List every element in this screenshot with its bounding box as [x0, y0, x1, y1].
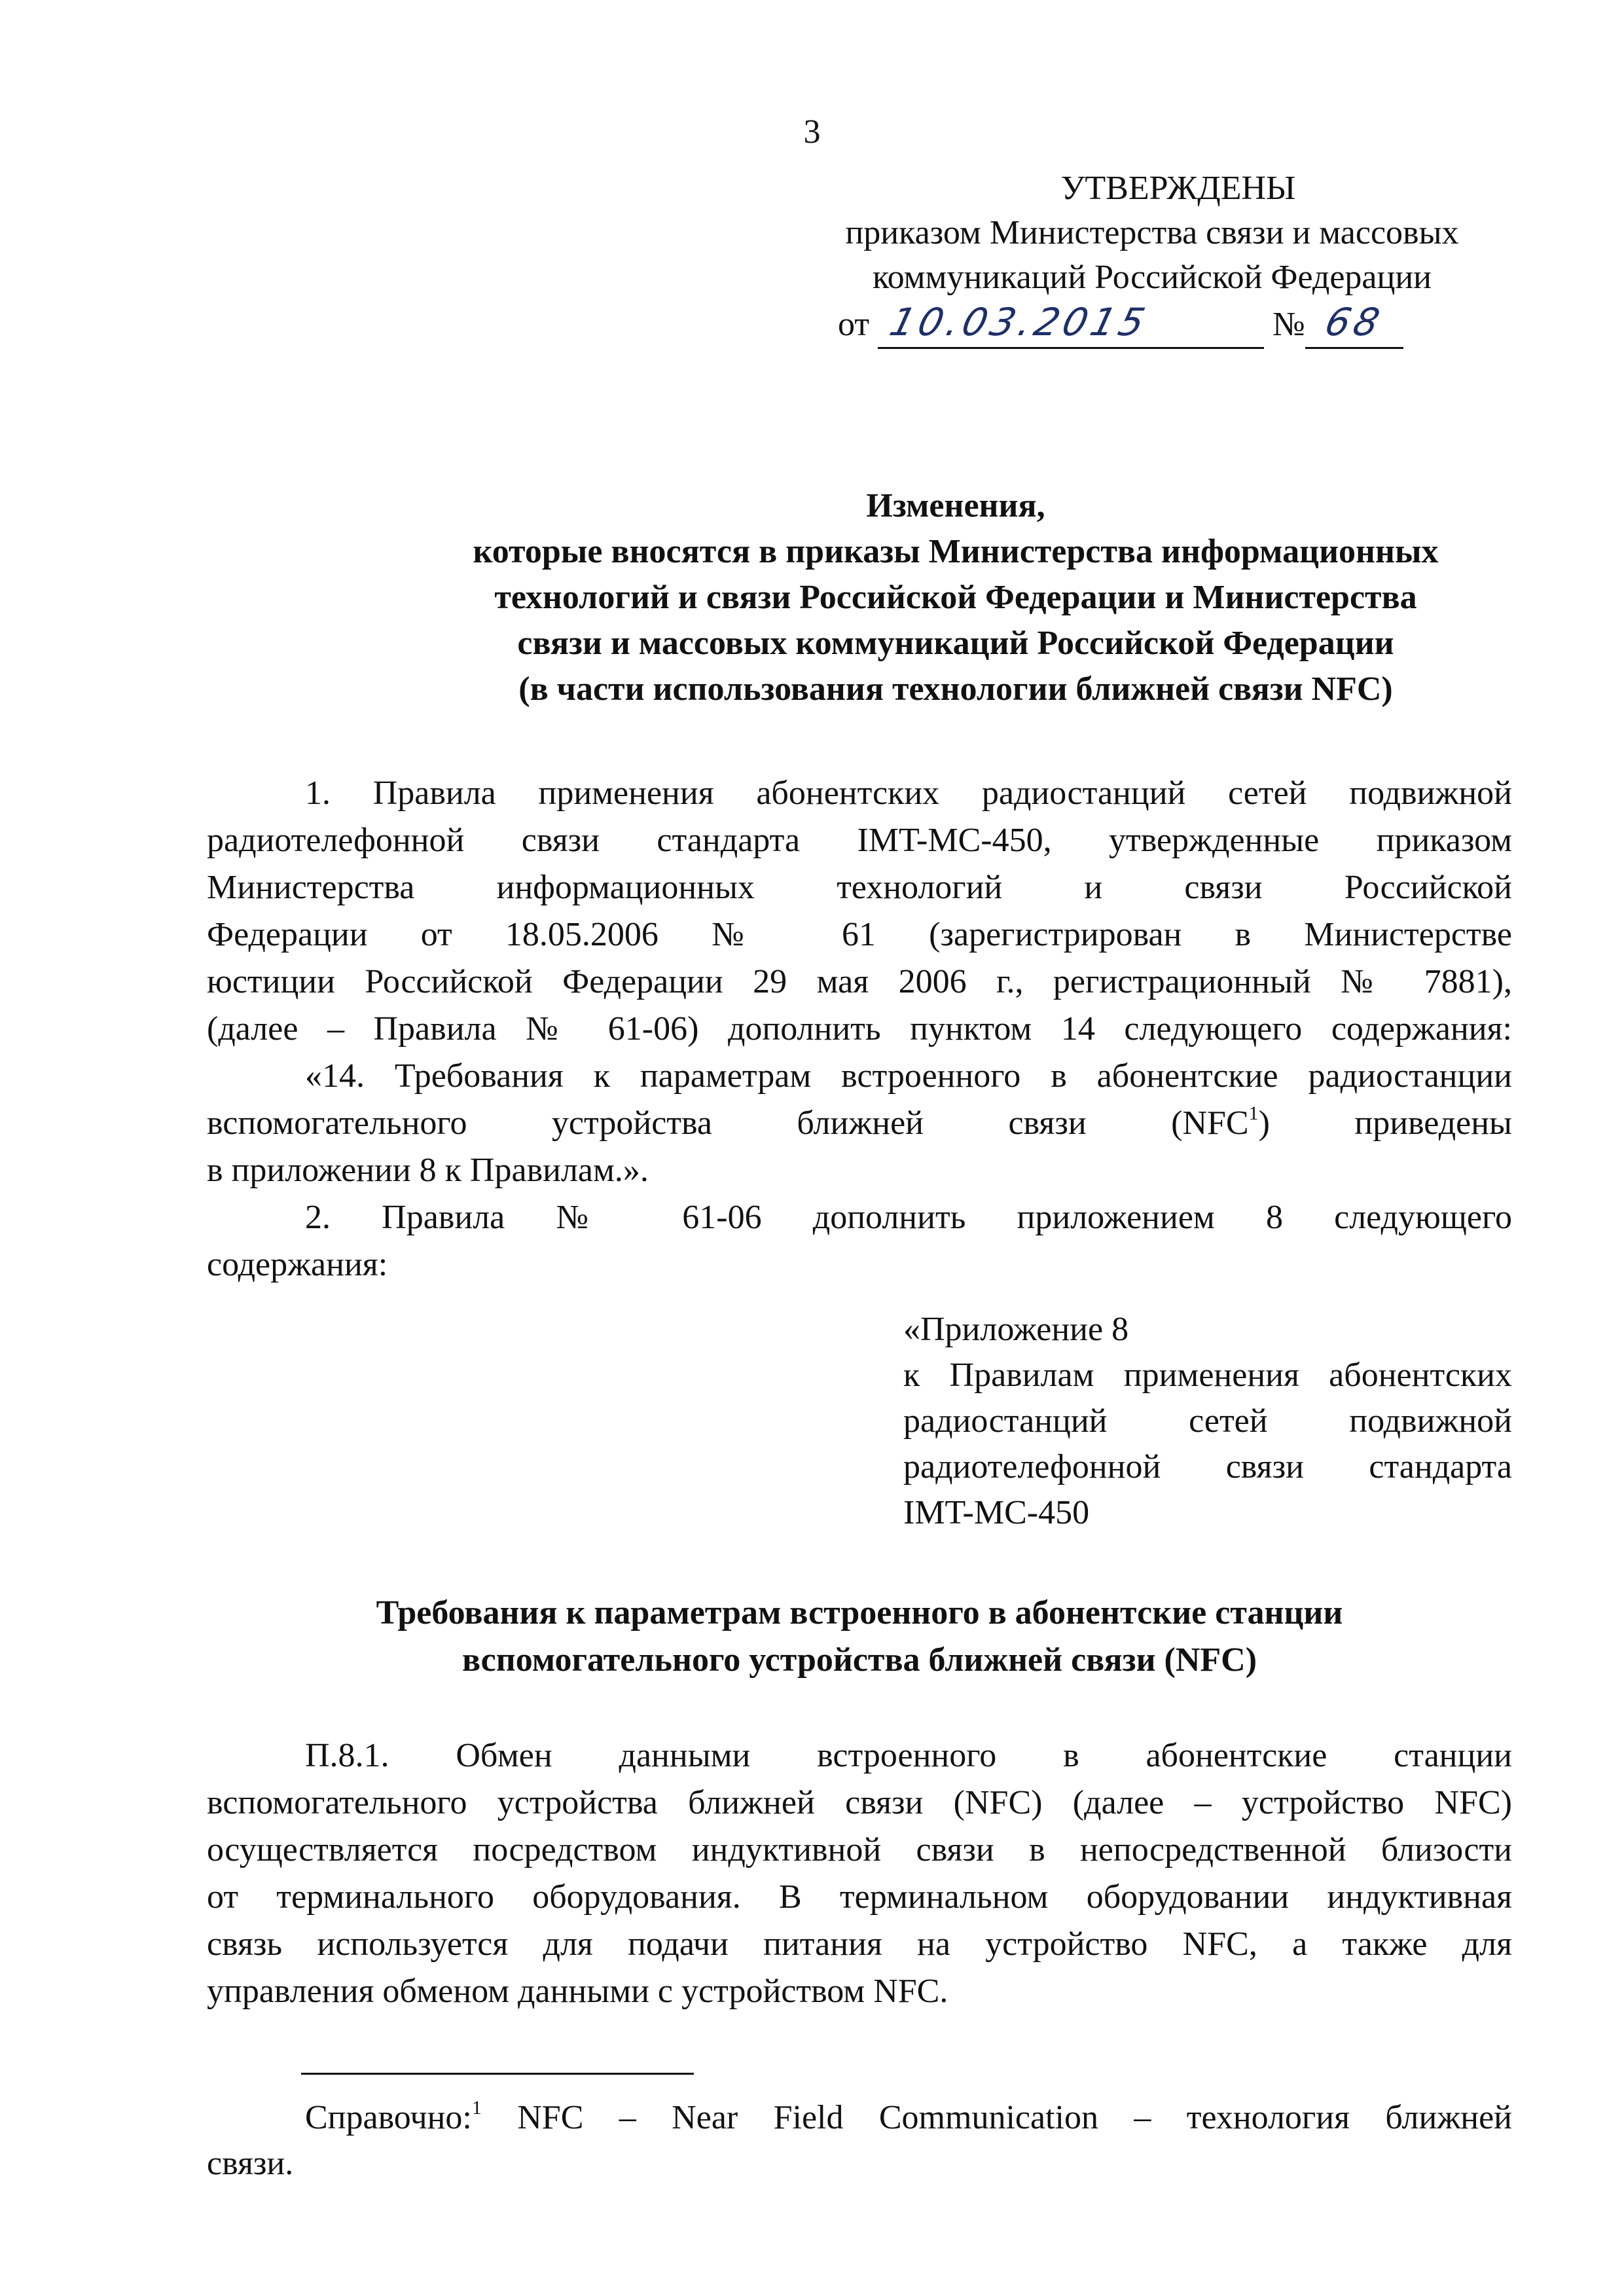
- para1-line-4: Федерации от 18.05.2006 № 61 (зарегистрирован в Министерстве: [207, 916, 1512, 953]
- req-heading-line-1: Требования к параметрам встроенного в абонентские станции: [376, 1594, 1343, 1631]
- p81-line-6: управления обменом данными с устройством NFC.: [207, 1973, 948, 2010]
- approval-number-field: [1305, 300, 1403, 349]
- p81-line-4: от терминального оборудования. В терминальном оборудовании индуктивная: [207, 1878, 1512, 1916]
- quote14-line-2b: ) приведены: [1258, 1104, 1512, 1142]
- heading-line-3: технологий и связи Российской Федерации и Министерства: [494, 579, 1417, 616]
- footnote-separator: [301, 2073, 694, 2075]
- main-heading: [340, 483, 1571, 712]
- para2-line-2: содержания:: [207, 1246, 388, 1283]
- footnote-line-2: связи.: [207, 2145, 294, 2182]
- para1-line-2: радиотелефонной связи стандарта IMT-MC-450, утвержденные приказом: [207, 822, 1512, 859]
- annex-line-3: радиостанций сетей подвижной: [903, 1402, 1512, 1440]
- footnote-label: Справочно:: [305, 2099, 472, 2136]
- approval-date-line: [785, 300, 1519, 349]
- p81-line-5: связь используется для подачи питания на устройство NFC, а также для: [207, 1925, 1512, 1963]
- requirements-heading: [207, 1590, 1512, 1684]
- quote14-line-3: в приложении 8 к Правилам.».: [207, 1152, 649, 1189]
- approval-title: УТВЕРЖДЕНЫ: [1060, 170, 1296, 207]
- annex-line-5: IMT-MC-450: [903, 1494, 1090, 1531]
- quote14-line-2a: вспомогательного устройства ближней связи (NFC: [207, 1104, 1249, 1142]
- approval-block: [785, 166, 1519, 349]
- p81-line-1: П.8.1. Обмен данными встроенного в абонентские станции: [305, 1737, 1512, 1774]
- paragraph-1: [207, 770, 1512, 1288]
- annex-line-4: радиотелефонной связи стандарта: [903, 1448, 1512, 1485]
- para1-line-5: юстиции Российской Федерации 29 мая 2006 г., регистрационный № 7881),: [207, 963, 1512, 1000]
- approval-line-1: приказом Министерства связи и массовых: [845, 214, 1459, 251]
- heading-line-4: связи и массовых коммуникаций Российской Федерации: [517, 625, 1394, 662]
- heading-line-1: Изменения,: [866, 487, 1045, 524]
- p81-line-2: вспомогательного устройства ближней связи (NFC) (далее – устройство NFC): [207, 1784, 1512, 1821]
- approval-number-handwritten: 68: [1320, 300, 1388, 344]
- footnote: [207, 2095, 1512, 2187]
- annex-line-2: к Правилам применения абонентских: [903, 1357, 1512, 1394]
- footnote-ref-1: 1: [1248, 1102, 1259, 1124]
- heading-line-2: которые вносятся в приказы Министерства информационных: [473, 533, 1439, 570]
- quote14-line-1: «14. Требования к параметрам встроенного в абонентские радиостанции: [305, 1057, 1512, 1095]
- heading-line-5: (в части использования технологии ближней связи NFC): [518, 670, 1393, 708]
- approval-date-field: [878, 300, 1264, 349]
- p81-line-3: осуществляется посредством индуктивной связи в непосредственной близости: [207, 1831, 1512, 1868]
- approval-line-2: коммуникаций Российской Федерации: [873, 259, 1432, 296]
- page-number: 3: [803, 113, 821, 151]
- footnote-line-1: [207, 2095, 1512, 2141]
- annex-line-1: «Приложение 8: [903, 1311, 1129, 1348]
- footnote-text: NFC – Near Field Communication – технология ближней: [481, 2099, 1512, 2136]
- para1-line-6: (далее – Правила № 61-06) дополнить пунктом 14 следующего содержания:: [207, 1010, 1512, 1048]
- approval-from-label: от: [838, 306, 870, 343]
- para1-line-1: 1. Правила применения абонентских радиостанций сетей подвижной: [305, 774, 1512, 812]
- approval-number-label: №: [1272, 306, 1305, 343]
- para2-line-1: 2. Правила № 61-06 дополнить приложением 8 следующего: [305, 1199, 1512, 1236]
- paragraph-p8-1: [207, 1732, 1512, 2015]
- approval-date-handwritten: 10.03.2015: [885, 300, 1153, 344]
- quote14-line-2: [207, 1100, 1512, 1147]
- para1-line-3: Министерства информационных технологий и связи Российской: [207, 869, 1512, 906]
- annex-block: [903, 1307, 1512, 1536]
- req-heading-line-2: вспомогательного устройства ближней связи (NFC): [461, 1641, 1257, 1679]
- footnote-marker: 1: [471, 2097, 482, 2119]
